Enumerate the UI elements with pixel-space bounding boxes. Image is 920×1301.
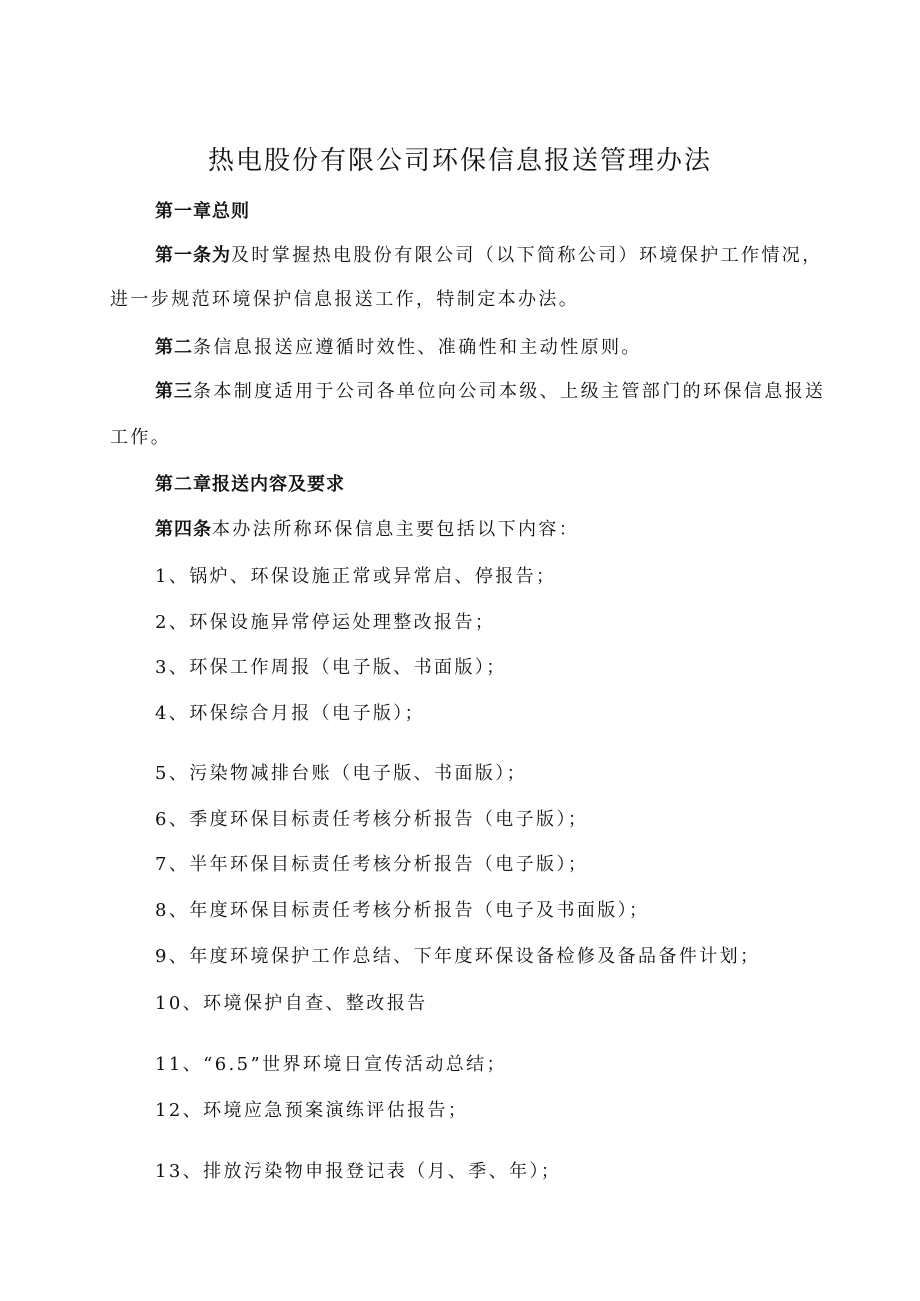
article1-text: 及时掌握热电股份有限公司（以下简称公司）环境保护工作情况， [231,245,823,266]
list-item: 12、环境应急预案演练评估报告； [155,1100,469,1121]
chapter1-heading: 第一章总则 [155,201,250,222]
list-item: 4、环保综合月报（电子版）； [155,703,426,724]
list-item: 13、排放污染物申报登记表（月、季、年）； [155,1161,562,1182]
article3-label: 第三 [155,381,193,402]
article3-line1 [155,378,825,406]
list-item: 10、环境保护自查、整改报告 [155,993,428,1014]
list-item: 6、季度环保目标责任考核分析报告（电子版）； [155,809,589,830]
article1-line2: 进一步规范环境保护信息报送工作，特制定本办法。 [110,289,580,310]
article3-text: 条本制度适用于公司各单位向公司本级、上级主管部门的环保信息报送 [193,381,826,402]
chapter2-heading: 第二章报送内容及要求 [155,474,345,495]
list-item: 5、污染物减排台账（电子版、书面版）； [155,763,528,784]
article1-label: 第一条为 [155,245,231,266]
article2-label: 第二 [155,337,193,358]
article2 [155,334,642,362]
list-item: 11、“6.5”世界环境日宣传活动总结； [155,1054,507,1075]
article4-text: 本办法所称环保信息主要包括以下内容： [212,519,580,540]
article4 [155,516,579,544]
list-item: 9、年度环境保护工作总结、下年度环保设备检修及备品备件计划； [155,946,761,967]
article2-text: 条信息报送应遵循时效性、准确性和主动性原则。 [193,337,642,358]
article3-line2: 工作。 [110,427,172,448]
article1-line1 [155,242,823,270]
list-item: 1、锅炉、环保设施正常或异常启、停报告； [155,566,557,587]
list-item: 8、年度环保目标责任考核分析报告（电子及书面版）； [155,900,650,921]
document-title: 热电股份有限公司环保信息报送管理办法 [207,146,712,176]
list-item: 3、环保工作周报（电子版、书面版）； [155,657,507,678]
article4-label: 第四条 [155,519,212,540]
list-item: 7、半年环保目标责任考核分析报告（电子版）； [155,854,589,875]
list-item: 2、环保设施异常停运处理整改报告； [155,612,496,633]
